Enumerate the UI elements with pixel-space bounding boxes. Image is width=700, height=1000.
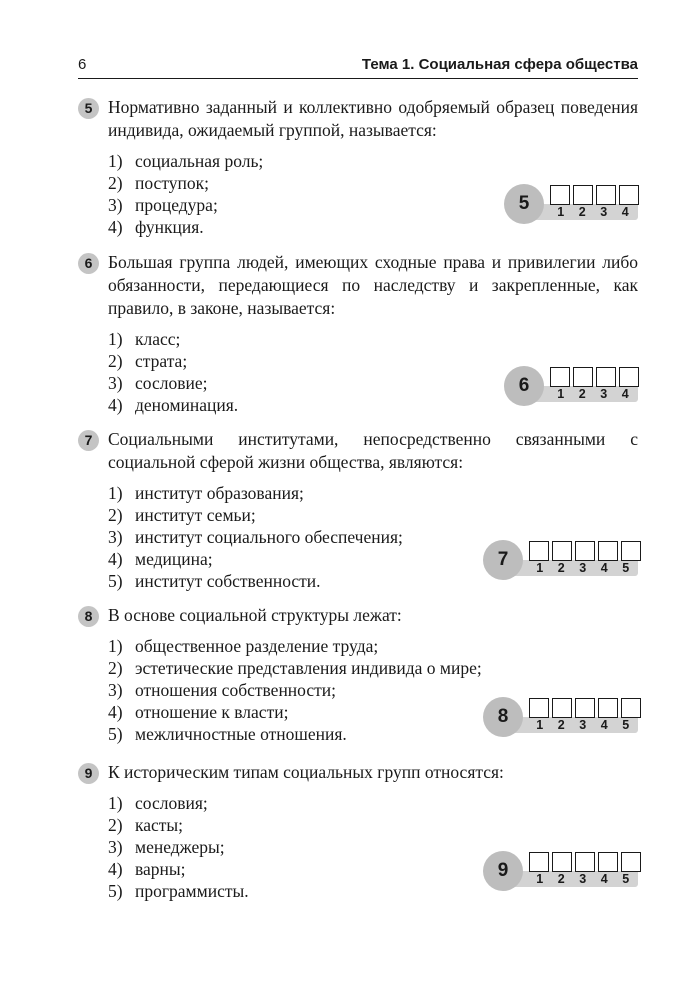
answer-cell-label: 3 [579,718,587,732]
option-text: институт образования; [135,483,304,503]
answer-cell[interactable] [598,541,618,561]
answer-cell[interactable] [550,185,570,205]
answer-cell-label: 3 [579,872,587,886]
option-number: 4) [108,217,123,237]
answer-cell-label: 5 [622,718,630,732]
option-item [108,814,638,836]
option-text: программисты. [135,881,249,901]
answer-cell[interactable] [552,698,572,718]
answer-cell[interactable] [598,852,618,872]
answer-box-number: 9 [483,851,523,891]
answer-cell-label: 1 [557,387,565,401]
answer-cell[interactable] [573,185,593,205]
option-text: класс; [135,329,181,349]
answer-cell-label: 2 [578,387,586,401]
answer-cell-label: 3 [600,387,608,401]
option-item [108,328,638,350]
option-number: 1) [108,483,123,503]
answer-cell-label: 5 [622,872,630,886]
answer-cell[interactable] [621,698,641,718]
option-number: 2) [108,658,123,678]
answer-cell[interactable] [575,698,595,718]
option-number: 3) [108,195,123,215]
answer-cell[interactable] [598,698,618,718]
chapter-title: Тема 1. Социальная сфера общества [361,56,638,73]
option-item [108,482,638,504]
answer-cell[interactable] [529,852,549,872]
answer-cell-label: 2 [557,561,565,575]
option-text: касты; [135,815,184,835]
answer-box [483,697,638,737]
answer-cell-labels [550,205,636,219]
option-text: сословия; [135,793,208,813]
option-text: институт социального обеспечения; [135,527,403,547]
option-number: 2) [108,505,123,525]
answer-cell[interactable] [596,367,616,387]
option-number: 2) [108,173,123,193]
option-text: менеджеры; [135,837,225,857]
option-text: общественное разделение труда; [135,636,379,656]
answer-cell[interactable] [596,185,616,205]
answer-cell[interactable] [550,367,570,387]
answer-cells [550,185,642,205]
option-text: институт семьи; [135,505,256,525]
question-text: Большая группа людей, имеющих сходные права и привилегии либо обязанности, передающиеся по наследству и закрепленные, как правило, в законе, называется: [108,252,638,318]
option-item [108,504,638,526]
option-number: 4) [108,859,123,879]
question-8 [78,604,638,745]
answer-cells [550,367,642,387]
option-text: институт собственности. [135,571,321,591]
answer-cell-label: 2 [557,718,565,732]
question-text: В основе социальной структуры лежат: [108,605,402,625]
answer-cell-label: 1 [536,561,544,575]
answer-box [483,851,638,891]
answer-cell-label: 4 [621,387,629,401]
question-9 [78,761,638,902]
page-number: 6 [78,56,87,73]
answer-cell-labels [550,387,636,401]
answer-box [504,366,638,406]
option-item [108,792,638,814]
option-text: отношение к власти; [135,702,289,722]
answer-cell[interactable] [619,185,639,205]
option-number: 1) [108,329,123,349]
option-text: сословие; [135,373,208,393]
question-5 [78,96,638,238]
answer-cell[interactable] [621,852,641,872]
option-item [108,150,638,172]
question-number-badge: 7 [78,430,99,451]
answer-box-number: 7 [483,540,523,580]
option-number: 3) [108,680,123,700]
answer-cell[interactable] [552,852,572,872]
answer-box-number: 6 [504,366,544,406]
answer-box-number: 8 [483,697,523,737]
option-text: страта; [135,351,188,371]
answer-cell-label: 4 [600,872,608,886]
option-number: 1) [108,793,123,813]
answer-cell-labels [529,561,637,575]
answer-cells [529,698,644,718]
option-number: 5) [108,571,123,591]
answer-cell-label: 4 [600,561,608,575]
question-text: Нормативно заданный и коллективно одобряемый образец поведения индивида, ожидаемый группой, называется: [108,97,638,140]
option-text: деноминация. [135,395,239,415]
answer-cell[interactable] [552,541,572,561]
option-number: 1) [108,151,123,171]
answer-cell-label: 3 [600,205,608,219]
question-text: К историческим типам социальных групп относятся: [108,762,504,782]
answer-cell-label: 5 [622,561,630,575]
answer-cell-labels [529,872,637,886]
answer-cell[interactable] [529,698,549,718]
option-number: 3) [108,837,123,857]
option-number: 4) [108,549,123,569]
answer-cell[interactable] [575,852,595,872]
answer-cell-label: 1 [536,872,544,886]
option-text: поступок; [135,173,209,193]
page-header [78,52,638,79]
answer-cell-label: 4 [621,205,629,219]
answer-cell[interactable] [529,541,549,561]
answer-cells [529,541,644,561]
answer-cells [529,852,644,872]
option-number: 5) [108,881,123,901]
answer-cell-labels [529,718,637,732]
answer-cell[interactable] [575,541,595,561]
option-number: 4) [108,395,123,415]
option-item [108,635,638,657]
option-number: 2) [108,815,123,835]
answer-box [504,184,638,224]
option-text: варны; [135,859,186,879]
option-text: процедура; [135,195,218,215]
question-number-badge: 8 [78,606,99,627]
answer-cell[interactable] [621,541,641,561]
option-number: 3) [108,527,123,547]
question-number-badge: 5 [78,98,99,119]
answer-box-number: 5 [504,184,544,224]
answer-cell-label: 1 [536,718,544,732]
option-text: социальная роль; [135,151,264,171]
option-number: 3) [108,373,123,393]
option-text: межличностные отношения. [135,724,347,744]
option-text: эстетические представления индивида о мире; [135,658,482,678]
answer-cell-label: 1 [557,205,565,219]
question-6 [78,251,638,416]
answer-cell-label: 4 [600,718,608,732]
option-text: отношения собственности; [135,680,337,700]
question-number-badge: 9 [78,763,99,784]
answer-box [483,540,638,580]
option-number: 2) [108,351,123,371]
option-text: медицина; [135,549,213,569]
question-text: Социальными институтами, непосредственно связанными с социальной сферой жизни общества, являются: [108,429,638,472]
answer-cell-label: 2 [578,205,586,219]
option-text: функция. [135,217,204,237]
option-number: 1) [108,636,123,656]
answer-cell-label: 3 [579,561,587,575]
question-7 [78,428,638,592]
option-number: 4) [108,702,123,722]
answer-cell-label: 2 [557,872,565,886]
option-number: 5) [108,724,123,744]
answer-cell[interactable] [573,367,593,387]
question-number-badge: 6 [78,253,99,274]
option-item [108,657,638,679]
answer-cell[interactable] [619,367,639,387]
